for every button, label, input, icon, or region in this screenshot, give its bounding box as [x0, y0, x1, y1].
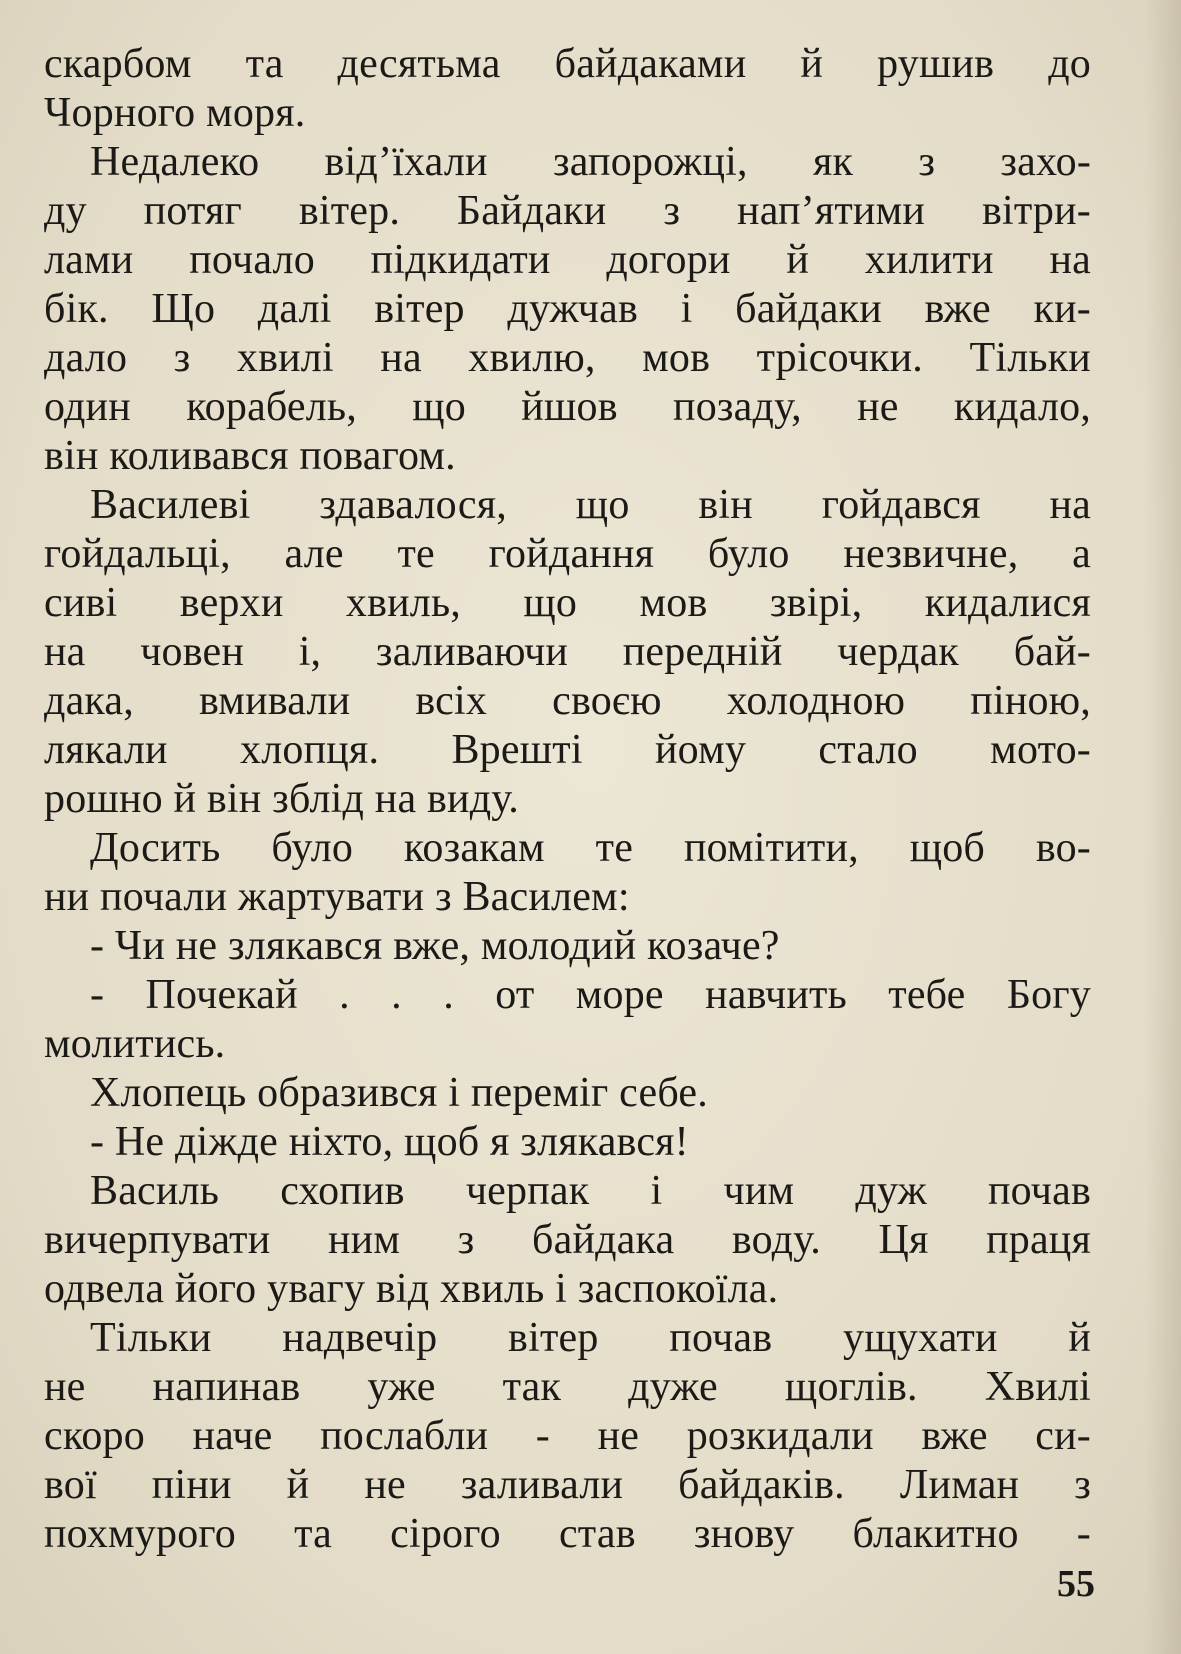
text-line: одвела його увагу від хвиль і заспокоїла.: [44, 1266, 779, 1312]
text-line: Хлопець образився і переміг себе.: [90, 1070, 708, 1116]
text-line: лами почало підкидати догори й хилити на: [44, 237, 1091, 283]
text-line: один корабель, що йшов позаду, не кидало,: [44, 384, 1091, 430]
text-line: дака, вмивали всіх своєю холодною піною,: [44, 678, 1091, 724]
text-line: Досить було козакам те помітити, щоб во-: [90, 825, 1091, 871]
binding-shadow: [1145, 0, 1181, 1654]
text-line: гойдальці, але те гойдання було незвичне, а: [44, 531, 1091, 577]
text-line: вої піни й не заливали байдаків. Лиман з: [44, 1462, 1091, 1508]
text-line: скоро наче послабли - не розкидали вже си-: [44, 1413, 1091, 1459]
text-line: рошно й він зблід на виду.: [44, 776, 519, 822]
text-line: ни почали жартувати з Василем:: [44, 874, 630, 920]
text-line: не напинав уже так дуже щоглів. Хвилі: [44, 1364, 1091, 1410]
text-line: Тільки надвечір вітер почав ущухати й: [90, 1315, 1091, 1361]
text-line: - Почекай . . . от море навчить тебе Богу: [90, 972, 1091, 1018]
text-line: вичерпувати ним з байдака воду. Ця праця: [44, 1217, 1091, 1263]
text-line: скарбом та десятьма байдаками й рушив до: [44, 41, 1091, 87]
page-body-text: [44, 40, 1091, 1559]
text-line: Чорного моря.: [44, 90, 306, 136]
text-line: бік. Що далі вітер дужчав і байдаки вже ки-: [44, 286, 1091, 332]
text-line: дало з хвилі на хвилю, мов трісочки. Тільки: [44, 335, 1091, 381]
text-line: Недалеко від’їхали запорожці, як з захо-: [90, 139, 1091, 185]
text-line: лякали хлопця. Врешті йому стало мото-: [44, 727, 1091, 773]
page-number: 55: [1057, 1563, 1095, 1605]
text-line: сиві верхи хвиль, що мов звірі, кидалися: [44, 580, 1091, 626]
text-line: він коливався повагом.: [44, 433, 456, 479]
text-line: молитись.: [44, 1021, 226, 1067]
text-line: Василеві здавалося, що він гойдався на: [90, 482, 1091, 528]
text-line: ду потяг вітер. Байдаки з нап’ятими вітри-: [44, 188, 1091, 234]
text-line: - Чи не злякався вже, молодий козаче?: [90, 923, 780, 969]
text-line: - Не діжде ніхто, щоб я злякався!: [90, 1119, 689, 1165]
text-line: похмурого та сірого став знову блакитно -: [44, 1511, 1091, 1557]
text-line: Василь схопив черпак і чим дуж почав: [90, 1168, 1091, 1214]
text-line: на човен і, заливаючи передній чердак бай-: [44, 629, 1091, 675]
